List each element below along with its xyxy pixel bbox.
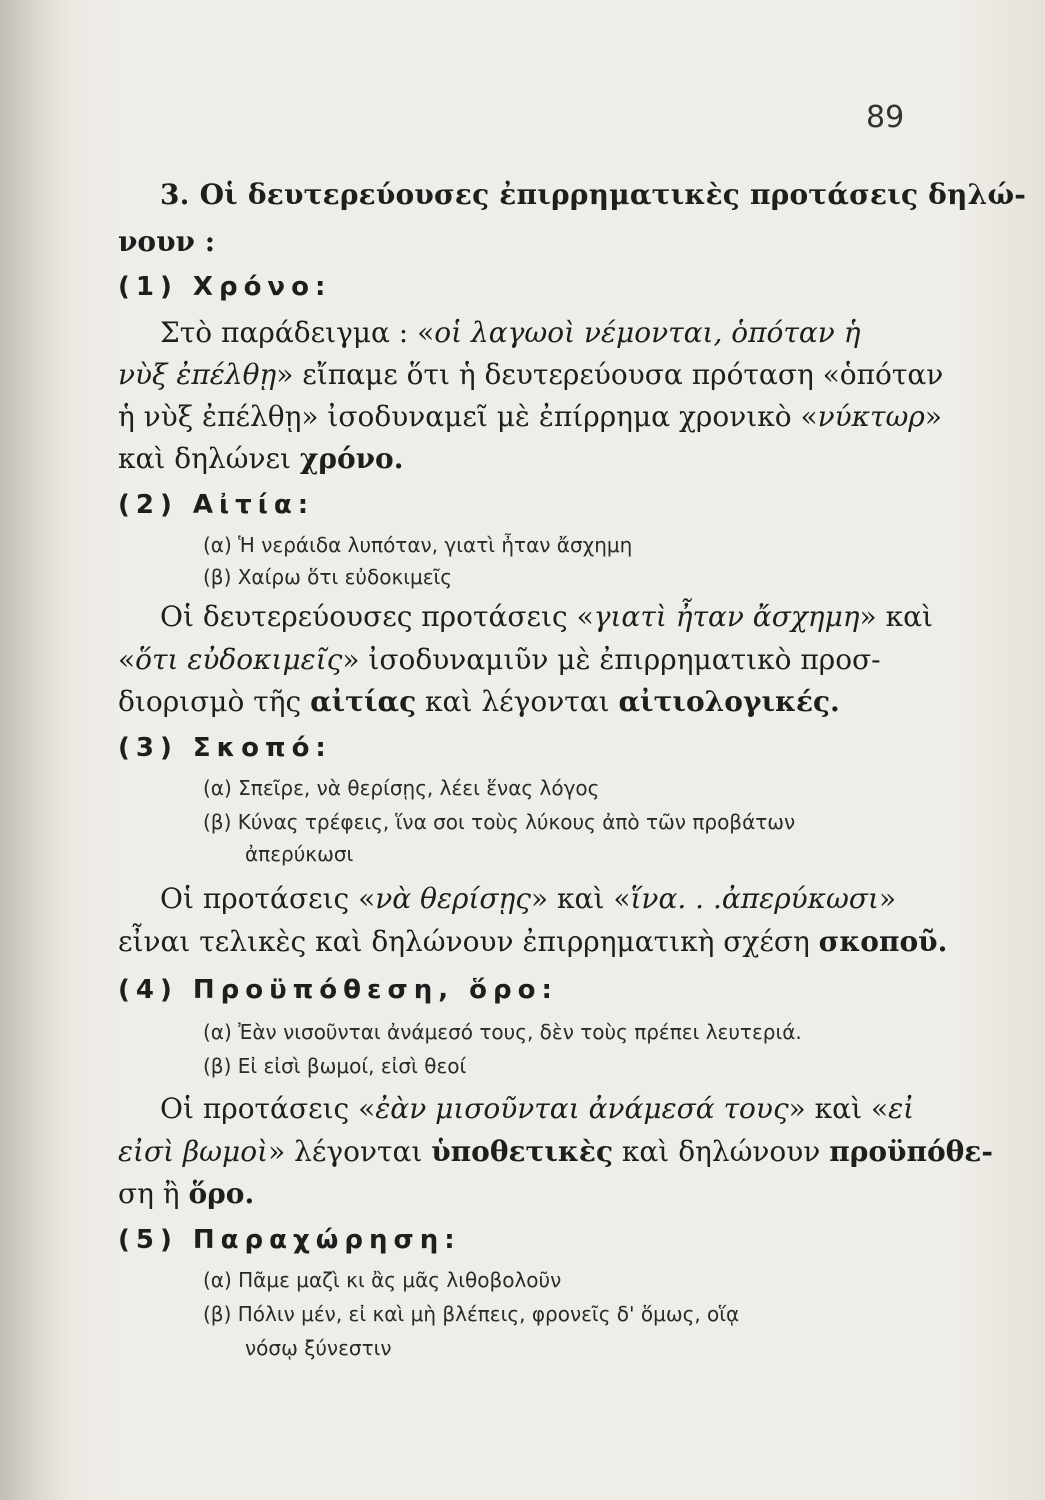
paragraph-line: καὶ δηλώνει χρόνο.: [118, 442, 404, 475]
paragraph-line: εἶναι τελικὲς καὶ δηλώνουν ἐπιρρηματικὴ σχέση σκοποῦ.: [118, 925, 948, 958]
paragraph-line: διορισμὸ τῆς αἰτίας καὶ λέγονται αἰτιολογικές.: [118, 685, 840, 718]
subsection-label-purpose: (3) Σκοπό:: [118, 733, 332, 763]
paragraph-line: Οἱ δευτερεύουσες προτάσεις «γιατὶ ἦταν ἄσχημη» καὶ: [160, 600, 933, 633]
section-heading-line1: 3. Οἱ δευτερεύουσες ἐπιρρηματικὲς προτάσεις δηλώ-: [160, 178, 1027, 211]
subsection-label-time: (1) Χρόνο:: [118, 272, 332, 302]
paragraph-line: «ὅτι εὐδοκιμεῖς» ἰσοδυναμιῦν μὲ ἐπιρρηματικὸ προσ-: [118, 643, 881, 676]
subsection-label-condition: (4) Προϋπόθεση, ὅρο:: [118, 975, 558, 1005]
example-line: ἀπερύκωσι: [245, 842, 354, 866]
paragraph-line: Οἱ προτάσεις «νὰ θερίσῃς» καὶ «ἵνα. . .ἀπερύκωσι»: [160, 882, 897, 915]
example-line: (α) Ἡ νεράιδα λυπόταν, γιατὶ ἦταν ἄσχημη: [203, 533, 633, 557]
page-number: 89: [866, 100, 905, 135]
example-line: (β) Εἰ εἰσὶ βωμοί, εἰσὶ θεοί: [203, 1054, 467, 1078]
example-line: (β) Κύνας τρέφεις, ἵνα σοι τοὺς λύκους ἀπὸ τῶν προβάτων: [203, 810, 796, 834]
paragraph-line: εἰσὶ βωμοὶ» λέγονται ὑποθετικὲς καὶ δηλώνουν προϋπόθε-: [118, 1135, 993, 1168]
example-line: (β) Πόλιν μέν, εἰ καὶ μὴ βλέπεις, φρονεῖς δ' ὅμως, οἵᾳ: [203, 1302, 740, 1326]
page-edge-shadow: [0, 0, 70, 1500]
example-line: (α) Ἐὰν νισοῦνται ἀνάμεσό τους, δὲν τοὺς πρέπει λευτεριά.: [203, 1020, 802, 1044]
section-heading-line2: νουν :: [118, 225, 216, 258]
example-line: (α) Πᾶμε μαζὶ κι ἂς μᾶς λιθοβολοῦν: [203, 1268, 562, 1292]
example-line: (β) Χαίρω ὅτι εὐδοκιμεῖς: [203, 565, 453, 589]
paragraph-line: Στὸ παράδειγμα : «οἱ λαγωοὶ νέμονται, ὁπόταν ἡ: [160, 316, 861, 349]
paragraph-line: Οἱ προτάσεις «ἐὰν μισοῦνται ἀνάμεσά τους» καὶ «εἰ: [160, 1092, 915, 1125]
subsection-label-cause: (2) Αἰτία:: [118, 490, 315, 520]
example-line: (α) Σπεῖρε, νὰ θερίσῃς, λέει ἕνας λόγος: [203, 776, 600, 800]
paragraph-line: νὺξ ἐπέλθῃ» εἴπαμε ὅτι ἡ δευτερεύουσα πρόταση «ὁπόταν: [118, 358, 944, 391]
paragraph-line: ἡ νὺξ ἐπέλθῃ» ἰσοδυναμεῖ μὲ ἐπίρρημα χρονικὸ «νύκτωρ»: [118, 400, 942, 433]
subsection-label-concession: (5) Παραχώρηση:: [118, 1225, 461, 1255]
paragraph-line: ση ἢ ὅρο.: [118, 1177, 255, 1210]
example-line: νόσῳ ξύνεστιν: [245, 1336, 392, 1360]
